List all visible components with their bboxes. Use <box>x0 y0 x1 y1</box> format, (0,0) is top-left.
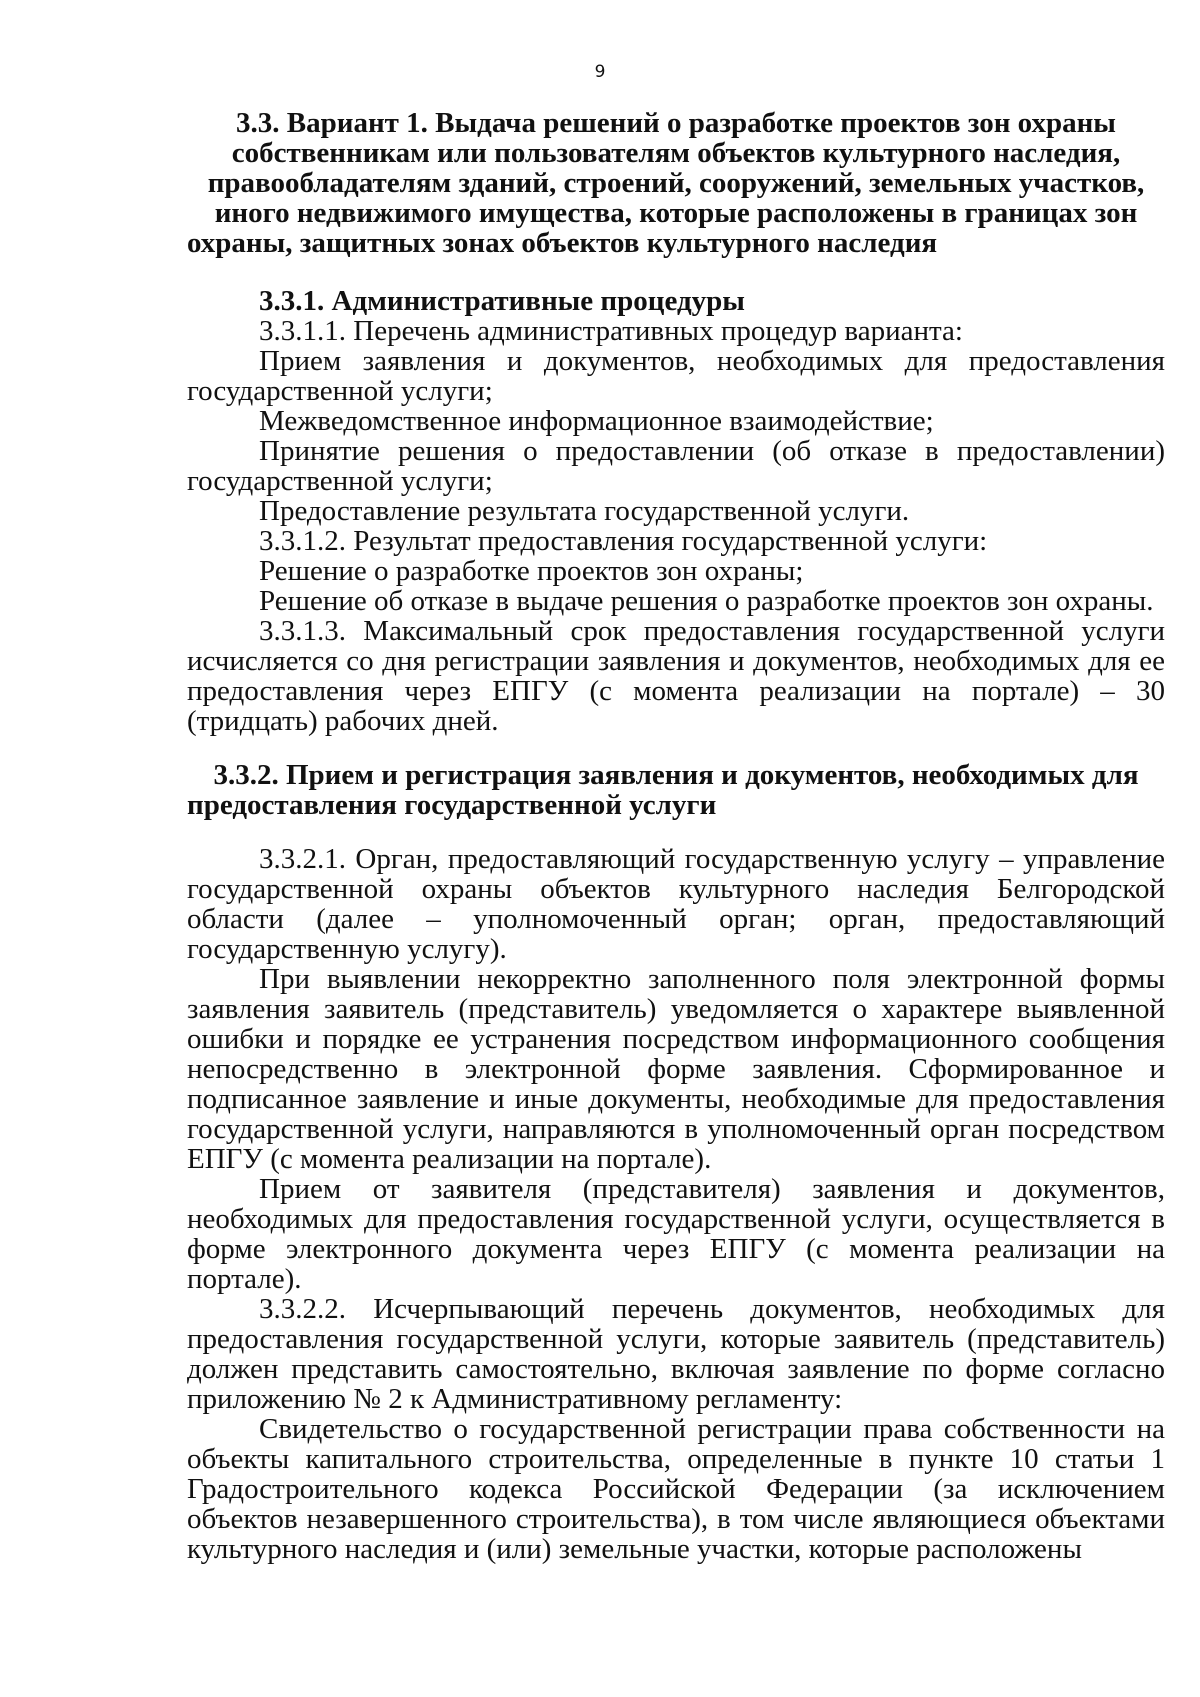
paragraph: Принятие решения о предоставлении (об отказе в предоставлении) государственной услуги; <box>187 435 1165 497</box>
paragraph: При выявлении некорректно заполненного поля электронной формы заявления заявитель (представитель) уведомляется о характере выявленной ошибки и порядке ее устранения посредством информационного сообщения непосредственно в электронной форме заявления. Сформированное и подписанное заявление и иные документы, необходимые для предоставления государственной услуги, направляются в уполномоченный орган посредством ЕПГУ (с момента реализации на портале). <box>187 963 1165 1175</box>
paragraph: Решение об отказе в выдаче решения о разработке проектов зон охраны. <box>259 585 1154 617</box>
paragraph: 3.3.2.1. Орган, предоставляющий государственную услугу – управление государственной охраны объектов культурного наследия Белгородской области (далее – уполномоченный орган; орган, предоставляющий государственную услугу). <box>187 843 1165 965</box>
page-content <box>187 108 1165 1564</box>
subsection-heading-331: 3.3.1. Административные процедуры <box>259 285 745 317</box>
paragraph: Прием от заявителя (представителя) заявления и документов, необходимых для предоставления государственной услуги, осуществляется в форме электронного документа через ЕПГУ (с момента реализации на портале). <box>187 1173 1165 1295</box>
paragraph: Решение о разработке проектов зон охраны; <box>259 555 804 587</box>
paragraph: 3.3.1.2. Результат предоставления государственной услуги: <box>259 525 988 557</box>
paragraph: Прием заявления и документов, необходимых для предоставления государственной услуги; <box>187 345 1165 407</box>
paragraph: Предоставление результата государственной услуги. <box>259 495 910 527</box>
paragraph: Межведомственное информационное взаимодействие; <box>259 405 934 437</box>
spacer <box>187 736 1165 760</box>
paragraph: 3.3.2.2. Исчерпывающий перечень документов, необходимых для предоставления государственной услуги, которые заявитель (представитель) должен представить самостоятельно, включая заявление по форме согласно приложению № 2 к Административному регламенту: <box>187 1293 1165 1415</box>
page-number: 9 <box>594 62 606 82</box>
paragraph: Свидетельство о государственной регистрации права собственности на объекты капитального строительства, определенные в пункте 10 статьи 1 Градостроительного кодекса Российской Федерации (за исключением объектов незавершенного строительства), в том числе являющиеся объектами культурного наследия и (или) земельные участки, которые расположены <box>187 1413 1165 1565</box>
paragraph: 3.3.1.3. Максимальный срок предоставления государственной услуги исчисляется со дня регистрации заявления и документов, необходимых для ее предоставления через ЕПГУ (с момента реализации на портале) – 30 (тридцать) рабочих дней. <box>187 615 1165 737</box>
section-title: 3.3. Вариант 1. Выдача решений о разработке проектов зон охраны собственникам или пользователям объектов культурного наследия, правообладателям зданий, строений, сооружений, земельных участков, иного недвижимого имущества, которые расположены в границах зон охраны, защитных зонах объектов культурного наследия <box>187 107 1145 259</box>
subsection-heading-332: 3.3.2. Прием и регистрация заявления и документов, необходимых для предоставления государственной услуги <box>187 759 1139 821</box>
paragraph: 3.3.1.1. Перечень административных процедур варианта: <box>259 315 963 347</box>
spacer <box>187 258 1165 286</box>
spacer <box>187 820 1165 844</box>
